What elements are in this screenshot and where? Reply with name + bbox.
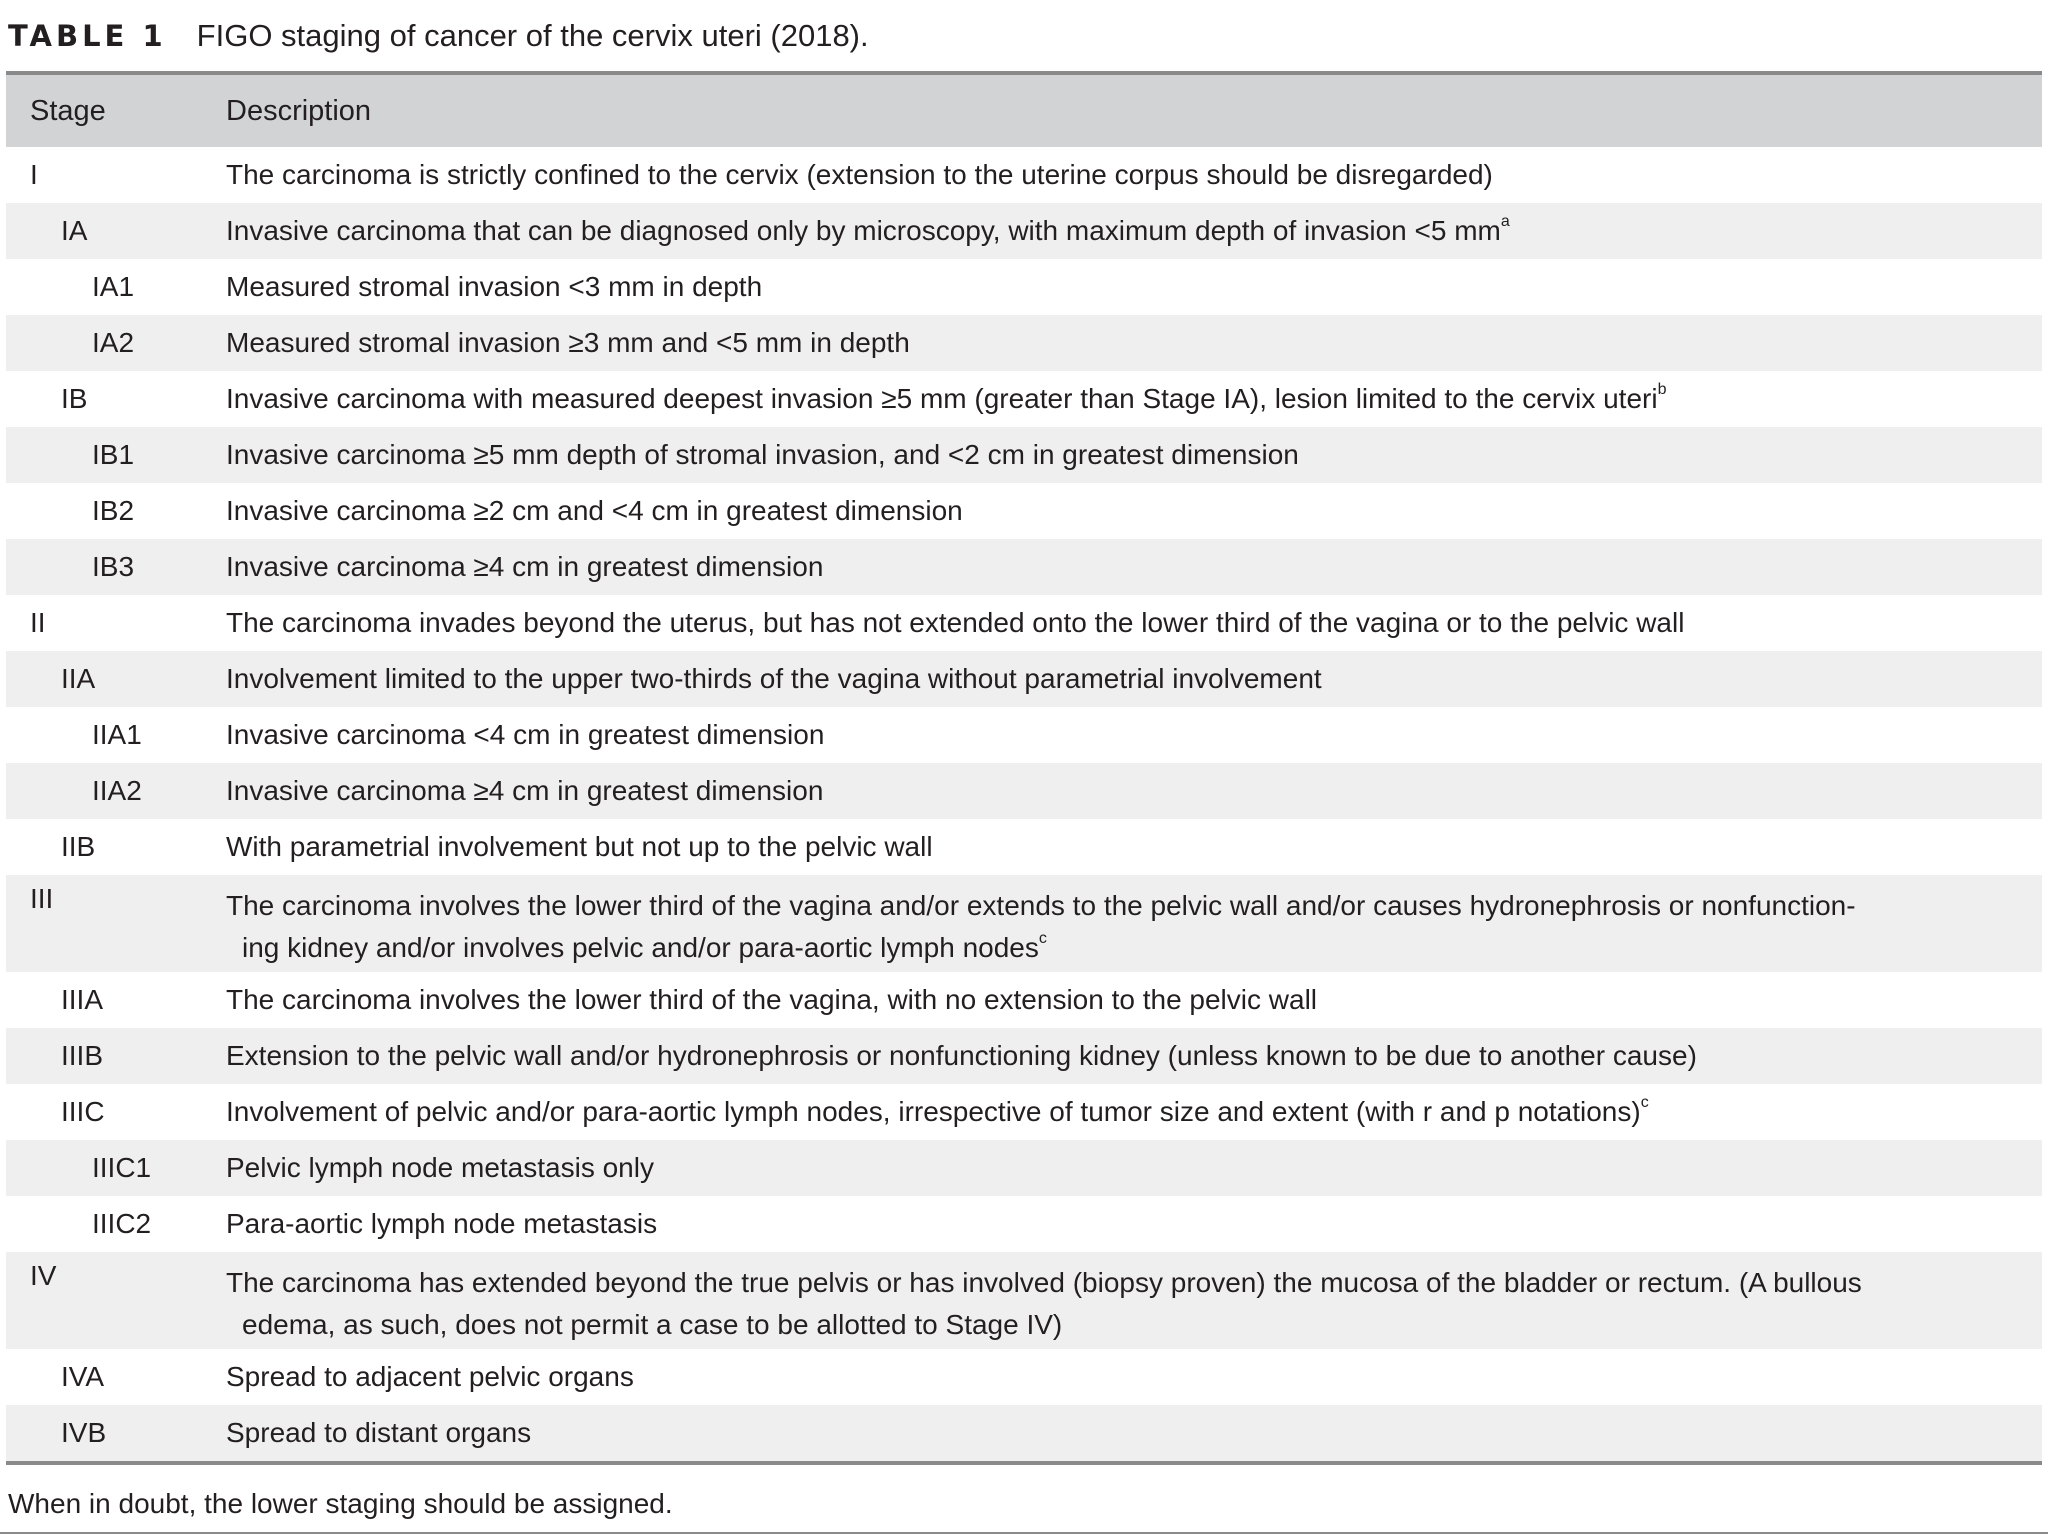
table-row (6, 427, 2042, 483)
description-text: The carcinoma involves the lower third of the vagina and/or extends to the pelvic wall and/or causes hydronephrosis or nonfunction- (226, 890, 1856, 921)
stage-cell: IA2 (92, 327, 135, 358)
table-header-row (6, 75, 2042, 147)
description-line (226, 380, 1996, 414)
stage-cell: IB2 (92, 495, 135, 526)
description-text: Involvement limited to the upper two-thirds of the vagina without parametrial involvement (226, 663, 1322, 694)
footnote-marker: c (1038, 929, 1047, 947)
description-text: Measured stromal invasion ≥3 mm and <5 mm in depth (226, 327, 910, 358)
staging-table (6, 71, 2042, 1465)
description-text: The carcinoma is strictly confined to the cervix (extension to the uterine corpus should be disregarded) (226, 159, 1493, 190)
table-row (6, 1028, 2042, 1084)
table-row (6, 539, 2042, 595)
table-row (6, 203, 2042, 259)
description-line (226, 441, 1996, 469)
table-row (6, 1140, 2042, 1196)
description-cell (226, 161, 2016, 189)
stage-cell: IIA2 (92, 775, 142, 806)
description-line (226, 665, 1996, 693)
description-cell (226, 1419, 2016, 1447)
table-caption (8, 14, 869, 58)
description-continuation (226, 1304, 1996, 1346)
description-text: Para-aortic lymph node metastasis (226, 1208, 658, 1239)
description-line (226, 1419, 1996, 1447)
description-cell (226, 885, 2016, 969)
table-title: FIGO staging of cancer of the cervix uteri (2018). (196, 18, 869, 53)
stage-cell: IIIC1 (92, 1152, 152, 1183)
description-line (226, 212, 1996, 246)
description-cell (226, 721, 2016, 749)
stage-cell: IB3 (92, 551, 135, 582)
description-line (226, 273, 1996, 301)
description-cell (226, 553, 2016, 581)
description-text: Involvement of pelvic and/or para-aortic lymph nodes, irrespective of tumor size and extent (with r and p notations) (226, 1096, 1641, 1127)
description-line (226, 721, 1996, 749)
description-cell (226, 1154, 2016, 1182)
description-cell (226, 273, 2016, 301)
table-row (6, 483, 2042, 539)
description-line (226, 1210, 1996, 1238)
description-line (226, 777, 1996, 805)
table-row (6, 147, 2042, 203)
description-text: Spread to adjacent pelvic organs (226, 1361, 634, 1392)
stage-cell: II (30, 607, 46, 638)
description-cell (226, 497, 2016, 525)
stage-cell: IIA1 (92, 719, 142, 750)
table-row (6, 875, 2042, 972)
description-line (226, 609, 1996, 637)
description-text: With parametrial involvement but not up to the pelvic wall (226, 831, 933, 862)
stage-cell: IIIA (61, 984, 104, 1015)
stage-cell: I (30, 159, 38, 190)
table-row (6, 259, 2042, 315)
description-text: Pelvic lymph node metastasis only (226, 1152, 654, 1183)
stage-cell: IIIB (61, 1040, 104, 1071)
table-row (6, 1252, 2042, 1349)
stage-cell: IA (61, 215, 88, 246)
description-line (226, 833, 1996, 861)
description-text: Invasive carcinoma ≥4 cm in greatest dimension (226, 775, 824, 806)
stage-cell: III (30, 883, 54, 914)
description-text: The carcinoma has extended beyond the true pelvis or has involved (biopsy proven) the mucosa of the bladder or rectum. (A bullous (226, 1267, 1862, 1298)
description-text: Spread to distant organs (226, 1417, 532, 1448)
description-line (226, 1154, 1996, 1182)
table-row (6, 972, 2042, 1028)
stage-cell: IA1 (92, 271, 135, 302)
description-text: Invasive carcinoma ≥5 mm depth of stromal invasion, and <2 cm in greatest dimension (226, 439, 1299, 470)
stage-cell: IIIC (61, 1096, 105, 1127)
stage-cell: IB (61, 383, 88, 414)
table-row (6, 315, 2042, 371)
table-row (6, 1084, 2042, 1140)
description-cell (226, 212, 2016, 246)
description-continuation-text: ing kidney and/or involves pelvic and/or para-aortic lymph nodes (242, 932, 1039, 963)
description-text: Invasive carcinoma ≥2 cm and <4 cm in greatest dimension (226, 495, 963, 526)
description-cell (226, 380, 2016, 414)
stage-cell: IV (30, 1260, 57, 1291)
description-text: Extension to the pelvic wall and/or hydronephrosis or nonfunctioning kidney (unless known to be due to another cause) (226, 1040, 1697, 1071)
description-line (226, 885, 1996, 927)
description-cell (226, 665, 2016, 693)
description-cell (226, 777, 2016, 805)
description-cell (226, 986, 2016, 1014)
footnote-marker: b (1657, 380, 1667, 398)
footnote-marker: c (1640, 1093, 1649, 1111)
table-row (6, 763, 2042, 819)
description-line (226, 986, 1996, 1014)
description-cell (226, 1262, 2016, 1346)
description-cell (226, 833, 2016, 861)
description-line (226, 1363, 1996, 1391)
table-row (6, 819, 2042, 875)
stage-cell: IIIC2 (92, 1208, 152, 1239)
description-text: The carcinoma involves the lower third of the vagina, with no extension to the pelvic wall (226, 984, 1318, 1015)
description-cell (226, 1363, 2016, 1391)
page-bottom-rule (0, 1532, 2048, 1538)
description-cell (226, 1093, 2016, 1127)
table-footnote: When in doubt, the lower staging should be assigned. (8, 1488, 673, 1519)
stage-cell: IIA (61, 663, 96, 694)
description-text: Invasive carcinoma ≥4 cm in greatest dimension (226, 551, 824, 582)
column-header-description: Description (226, 95, 372, 127)
table-row (6, 707, 2042, 763)
description-line (226, 497, 1996, 525)
stage-cell: IIB (61, 831, 96, 862)
description-cell (226, 609, 2016, 637)
description-line (226, 553, 1996, 581)
description-cell (226, 441, 2016, 469)
table-body (6, 147, 2042, 1461)
table-row (6, 651, 2042, 707)
description-text: The carcinoma invades beyond the uterus, but has not extended onto the lower third of the vagina or to the pelvic wall (226, 607, 1685, 638)
description-line (226, 161, 1996, 189)
description-line (226, 329, 1996, 357)
description-text: Invasive carcinoma with measured deepest invasion ≥5 mm (greater than Stage IA), lesion limited to the cervix uteri (226, 383, 1658, 414)
table-label: TABLE 1 (8, 19, 167, 53)
description-cell (226, 1210, 2016, 1238)
description-continuation-text: edema, as such, does not permit a case to be allotted to Stage IV) (242, 1309, 1063, 1340)
stage-cell: IVA (61, 1361, 105, 1392)
table-row (6, 1349, 2042, 1405)
table-row (6, 595, 2042, 651)
column-header-stage: Stage (30, 95, 106, 127)
description-line (226, 1262, 1996, 1304)
table-row (6, 1196, 2042, 1252)
description-line (226, 1042, 1996, 1070)
description-text: Invasive carcinoma <4 cm in greatest dimension (226, 719, 825, 750)
description-text: Measured stromal invasion <3 mm in depth (226, 271, 763, 302)
footnote-marker: a (1500, 212, 1510, 230)
description-line (226, 1093, 1996, 1127)
table-row (6, 1405, 2042, 1461)
description-text: Invasive carcinoma that can be diagnosed only by microscopy, with maximum depth of invasion <5 mm (226, 215, 1501, 246)
stage-cell: IVB (61, 1417, 107, 1448)
description-cell (226, 329, 2016, 357)
description-cell (226, 1042, 2016, 1070)
stage-cell: IB1 (92, 439, 135, 470)
table-row (6, 371, 2042, 427)
description-continuation (226, 927, 1996, 969)
